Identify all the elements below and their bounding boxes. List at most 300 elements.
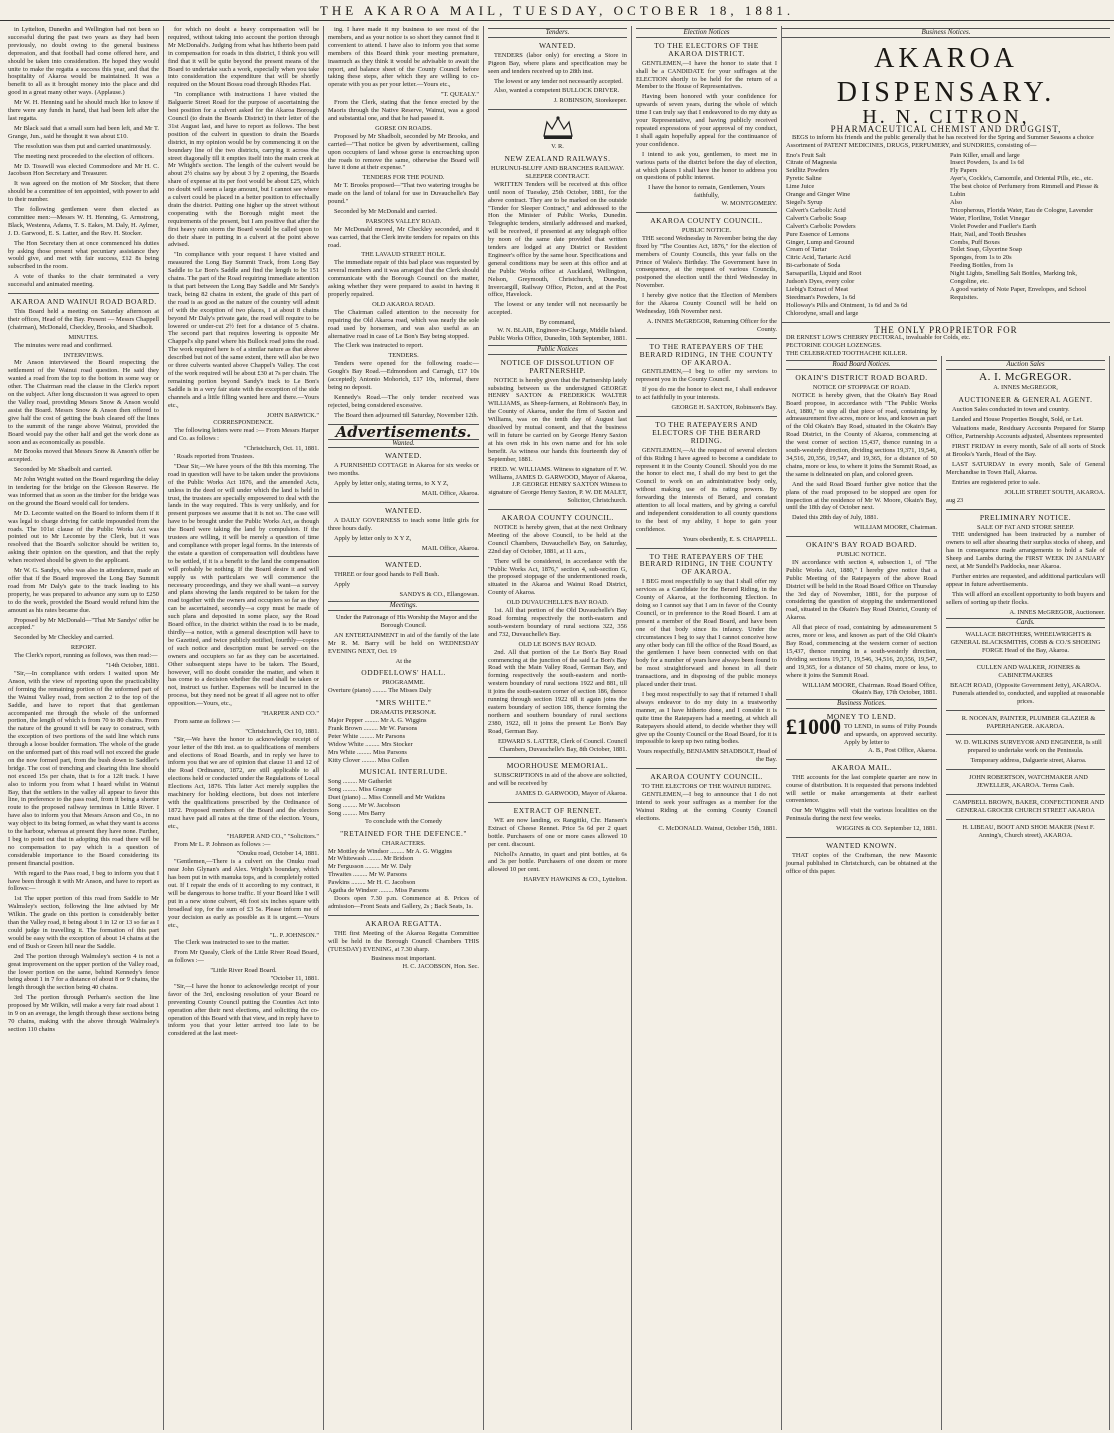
subheading: OLD AKAROA ROAD. xyxy=(372,300,435,308)
subheading: MINUTES. xyxy=(68,333,99,341)
ad-heading: EXTRACT OF RENNET. xyxy=(513,806,602,816)
product: Calvert's Carbolic Soap xyxy=(786,214,847,222)
ad-text: THE accounts for the last complete quarter are now in course of distribution. It is requested that persons indebted will settle or make arrangements at their earliest convenience. xyxy=(786,773,937,805)
divider xyxy=(786,837,937,838)
ad-text: I have the honor to remain, Gentlemen, Yours faithfully, xyxy=(648,184,765,200)
signature: MAIL Office, Akaroa. xyxy=(421,490,479,498)
divider xyxy=(636,338,777,339)
song-line: Song ......... Mrs Barry xyxy=(328,809,386,817)
masthead: THE AKAROA MAIL, TUESDAY, OCTOBER 18, 1881. xyxy=(0,0,1114,21)
article-text: A vote of thanks to the chair terminated a very successful and animated meeting. xyxy=(8,273,159,289)
product: Hair, Nail, and Tooth Brushes xyxy=(950,230,1027,238)
article-text: Kennedy's Road.—The only tender received was rejected, being considered excessive. xyxy=(328,393,479,409)
ad-subheading: HURUNUI-BLUFF AND BRANCHES RAILWAY. xyxy=(490,164,625,172)
product: Citrate of Magnesia xyxy=(786,159,837,167)
ad-text: THE undersigned has been instructed by a number of owners to sell after shearing their surplus stocks of sheep, and has in consequence made arrangements to hold a Sale of Sheep and Lambs during the FIRST WEEK IN JANUARY next, at Mr Sundell's Paddocks, near Akaroa. xyxy=(946,531,1105,571)
subheading: INTERVIEWS. xyxy=(63,351,104,359)
ad-text: Entries are registered prior to sale. xyxy=(952,478,1041,486)
subheading: PARSONS VALLEY ROAD. xyxy=(365,217,442,225)
ad-text: A DAILY GOVERNESS to teach some little girls for three hours daily. xyxy=(328,516,479,532)
subheading: OLD LE BON'S BAY ROAD. xyxy=(518,640,597,648)
article-text: The Board then adjourned till Saturday, November 12th. xyxy=(334,411,479,419)
product: Calvert's Carbolic Acid xyxy=(786,206,846,214)
article-text: Proposed by Mr Shadbolt, seconded by Mr Brooks, and carried—"That notice be given by advertisement, calling upon occupiers of land whose gorse is encroaching upon the roads to remove the same, otherwise the Board will have it done at their expense." xyxy=(328,132,479,172)
ad-heading: PRELIMINARY NOTICE. xyxy=(979,512,1072,522)
dateline: "October 11, 1881. xyxy=(270,975,319,983)
product: Ginger, Lump and Ground xyxy=(786,238,854,246)
cast-line: Agatha de Windsor ......... Miss Parsons xyxy=(328,887,429,895)
product: The best choice of Perfumery from Rimmell and Piesse & Lubin xyxy=(950,183,1099,199)
article-text: "Dear Sir,—We have yours of the 8th this morning. The road in question will have to be taken under the provisions of the Public Works Act 1876, and the amended Acts, unless in the deed or will under which the land is held in trust, the trustees are specially empowered to deal with the lands in the way required. This is very unlikely, and for present purposes we assume that it is not so. The case will have to be brought under the Public Works Act, as though the Board were taking the land by compulsion. If the trustees are willing, it will be merely a question of time and compliance with proper legal forms. In the interests of the estate a question of compensation will doubtless have to be settled, if it is a benefit to the land the compensation will probably be nothing. If the Board desire it and will supply us with particulars we will commence the necessary proceedings, and they we shall want—a survey and plans showing the lands required to be taken for the road together with the owners and occupiers so far as they can be ascertained, secondly—a copy must be made of such plans and deposited in some place, say the Road Board office, in the district within the road is to be made, thirdly—a notice, with a general description will have to be Gazetted, and twice publicly notified, fourthly—copies of such notice and description must be served on the owners and occupiers so far as they can be ascertained. Other subsequent steps have to be taken. The Board, however, will no doubt consider the matter, and when it has come to a decision whether the road shall be taken or not, instruct us further. Expenses will be incurred in the process, but they need not be great if all agree not to offer opposition.—Yours, etc., xyxy=(168,462,319,708)
cast-line: Peter White ......... Mr Parsons xyxy=(328,732,406,740)
cast-line: Pawkins ......... Mr H. C. Jacobson xyxy=(328,879,416,887)
cast-line: Frank Brown ......... Mr W. Parsons xyxy=(328,724,418,732)
article-text: This Board held a meeting on Saturday afternoon at their offices, Head of the Bay. Present — Messrs Chappell (chairman), McDonald, Checkley, Brooks, and Shadbolt. xyxy=(8,308,159,331)
vr-mark: V. R. xyxy=(551,143,564,151)
money-amount: £1000 xyxy=(786,714,841,740)
product: Feeding Bottles, from 1s xyxy=(950,262,1014,270)
ad-heading: AKAROA COUNTY COUNCIL. xyxy=(501,513,614,523)
ad-text: LAST SATURDAY in every month, Sale of General Merchandise in Town Hall, Akaroa. xyxy=(946,461,1105,476)
signature: "T. QUEALY." xyxy=(440,91,479,99)
section-label: Tenders. xyxy=(488,28,627,38)
ad-text: TENDERS (labor only) for erecting a Store in Pigeon Bay, where plans and specification may be seen and tenders received up to 28th inst. xyxy=(488,51,627,75)
ad-text: Our Mr Wiggins will visit the various localities on the Peninsula during the next few weeks. xyxy=(786,807,937,823)
product: Pain Killer, small and large xyxy=(950,151,1020,159)
cast-line: Mr Mottley de Windsor ......... Mr A. G. Wiggins xyxy=(328,847,453,855)
product: Insect Powders, 1s and 1s 6d xyxy=(950,159,1024,167)
ad-text: A. INNES McGREGOR, xyxy=(993,383,1058,391)
ad-text: THE first Meeting of the Akaroa Regatta Committee will be held in the Borough Council Chambers THIS (TUESDAY) EVENING, at 7.30 sharp. xyxy=(328,929,479,953)
divider xyxy=(946,659,1105,660)
subheading: DRAMATIS PERSONÆ. xyxy=(370,709,437,717)
ad-subheading: TO THE ELECTORS OF THE WAINUI RIDING. xyxy=(641,783,772,791)
ad-text: Valuations made, Residuary Accounts Prepared for Stamp Office, Partnership Accounts adjusted, Absentees represented xyxy=(946,425,1105,441)
divider xyxy=(786,536,937,537)
subheading: GORSE ON ROADS. xyxy=(375,124,432,132)
article-text: Mr W. G. Sandys, who was also in attendance, made an offer that if the Board improved the Long Bay Summit road from Mr Daly's gate to the track leading to his property, he was prepared to advance any sum up to £250 to do the work, provided the Board would refund him the amount as his rates became due. xyxy=(8,567,159,614)
dateline: "Onuku road, October 14, 1881. xyxy=(236,850,319,858)
divider xyxy=(782,322,1110,323)
divider xyxy=(946,734,1105,735)
divider xyxy=(946,710,1105,711)
product: THE CELEBRATED TOOTHACHE KILLER. xyxy=(786,350,908,356)
section-label: Business Notices. xyxy=(786,699,937,709)
article-text: Mr McDonald moved, Mr Checkley seconded, and it was carried, that the Clerk invite tenders for repairs on this road. xyxy=(328,225,479,249)
ad-text: Further entries are requested, and additional particulars will appear in future advertisements. xyxy=(946,572,1105,588)
article-text: Mr W. H. Henning said he should much like to know if there were any funds in hand, that had been left after the last regatta. xyxy=(8,99,159,122)
article-text: From same as follows :— xyxy=(174,717,241,725)
ad-subheading: SALE OF FAT AND STORE SHEEP. xyxy=(977,523,1074,531)
article-text: Mr Anson interviewed the Board respecting the settlement of the Wainui road question. He said they wanted a road from the top to the bottom in some way or other. The Chairman read the clause in the Clerk's report on the subject. After long discussion it was agreed to open the Valley road, providing Messrs Snow & Anson would assist the Board. Messrs Snow & Anson then offered to give half the cost of getting the bush cleared off the lines to the summit of the range above Wainui, provided the Board would pay the other half and get the work done as soon and as economically as possible. xyxy=(8,359,159,446)
signature: EDWARD S. LATTER, Clerk of Council. Council Chambers, Duvauchelle's Bay, 8th October, 1881. xyxy=(497,737,627,753)
section-label: Road Board Notices. xyxy=(786,360,937,370)
play-title: "MRS WHITE." xyxy=(375,698,432,708)
article-text: The minutes were read and confirmed. xyxy=(14,341,113,349)
subheading: TENDERS FOR THE POUND. xyxy=(362,174,445,182)
ad-text: I beg most respectfully to say that if returned I shall always endeavor to do my duty in a trustworthy manner, as I have hitherto done, and I consider it is quite time the Ratepayers had a meeting, at which all Ratepayers should attend, to decide whether they will give up the County Council or the Road Board, for it is impossible to keep up two rating bodies. xyxy=(636,690,777,746)
divider xyxy=(946,794,1105,795)
dateline: "Christchurch, Oct 10, 1881. xyxy=(245,727,319,735)
product: Combs, Puff Boxes xyxy=(950,238,1000,246)
ad-heading: MONEY TO LEND. xyxy=(826,712,897,722)
article-text: "Sir,—We have the honor to acknowledge receipt of your letter of the 8th inst. as to qualifications of members and elections of Road Boards, and in reply we have to inform you that we are of opinion that clause 11 and 12 of the Road Ordinance, 1872, are still applicable to all elections held or conducted under the Regulations of Local Elections Act, 1876. This latter Act merely supplies the machinery for holding elections, but does not interfere with the qualifications prescribed by the Ordinance of 1872. Proposed members of the Board and the electors must have paid all rates at the time of the election. Yours, etc., xyxy=(168,735,319,830)
ad-subheading: PUBLIC NOTICE. xyxy=(836,551,887,559)
ad-heading: TO THE RATEPAYERS OF THE BERARD RIDING, IN THE COUNTY OF AKAROA. xyxy=(639,551,774,577)
signature: A. INNES McGREGOR, Auctioneer. xyxy=(1009,608,1105,616)
ad-text: NOTICE is hereby given that the Partnership lately subsisting between us the undersigned GEORGE HENRY SAXTON & FREDERICK WALTER WILLIAMS, as Sheep-farmers, at Robinson's Bay, in the County of Akaroa, under the firm of Saxton and Williams, was on the tenth day of August last dissolved by mutual consent, and that the business will in future be carried on by George Henry Saxton at his own risk in his own name and for his sole benefit. As witness our hands this fourteenth day of September, 1881. xyxy=(488,376,627,463)
ad-text: NOTICE is hereby given, that the Okain's Bay Road Board propose, in accordance with "The Public Works Act, 1880," to stop all that piece of road, containing by admeasurement five acres, more or less, and known as part of the Old Okain's Bay Road, situated in the Okain's Bay Road District, in the County of Akaroa, commencing at the west corner of section 15,437, thence running in a south-westerly direction, dividing sections 19,371, 19,546, 34,516, 20,356, 19,547, and 19,365, for a distance of 50 chains, more or less, to where it joins the Summit Road, as the same is delineated on plan, and colored green. xyxy=(786,391,937,478)
column-3 xyxy=(324,26,484,1430)
ad-subheading: PUBLIC NOTICE. xyxy=(681,226,732,234)
product: Calvert's Carbolic Powders xyxy=(786,222,856,230)
card: W. D. WILKINS SURVEYOR AND ENGINEER, Is still prepared to undertake work on the Peninsula. xyxy=(955,739,1102,755)
ad-text: At the xyxy=(395,657,412,665)
article-text: ' Roads reported from Trustees. xyxy=(174,453,255,461)
column-2 xyxy=(164,26,324,1430)
signature: A. INNES McGREGOR, Returning Officer for the County. xyxy=(646,317,777,333)
subheading: REPORT. xyxy=(70,644,97,652)
ad-text: IN accordance with section 4, subsection 1, of "The Public Works Act, 1880," I hereby give notice that a Public Meeting of the Ratepayers of the above Road District will be held in the Road Board Office on Thursday the 3rd day of November, 1881, for the purpose of considering the question of stopping the undermentioned road, situated in the Okain's Bay Road District, County of Akaroa. xyxy=(786,558,937,622)
product-list-right xyxy=(950,152,1106,318)
ad-text: 2nd. All that portion of the Le Bon's Bay Road commencing at the junction of the said Le Bon's Bay Road with the Main Valley Road, German Bay, and forming respectively the south-eastern and north-western boundary of rural sections 1922 and 881, till it joins the south-eastern corner of section 186, thence running through section 1922 till it again joins the eastern boundary of section 186, thence forming the northern and southern boundary of rural sections 2380, 1922, till it joins the present Le Bon's Bay Road, German Bay. xyxy=(488,648,627,735)
article-text: Mr T. Brooks proposed—"That two watering troughs be made on the land of tolaral for use in Duvauchelle's Bay pound." xyxy=(328,182,479,206)
ad-text: BEGS to inform his friends and the public generally that he has received for the Spring and Summer Seasons a choice Assortment of PATENT MEDICINES, DRUGS, PERFUMERY, and SUNDRIES, consisting of— xyxy=(786,133,1094,149)
ad-heading: WANTED. xyxy=(538,40,577,50)
product: Pure Essence of Lemons xyxy=(786,230,850,238)
article-text: Mr John Wright waited on the Board regarding the delay in tendering for the bridge on the Gleeson Reserve. He was informed that as soon as the timber for the bridge was on the ground the Board would call for tenders. xyxy=(8,476,159,507)
article-text: Tenders were opened for the following roads:— Gough's Bay Road.—Edmondson and Carragh, £17 10s (accepted); Antonio Mohorich, £17 10s, informal, there being no deposit. xyxy=(328,360,479,391)
ad-text: To conclude with the Comedy xyxy=(365,817,442,825)
ad-heading: TO THE RATEPAYERS AND ELECTORS OF THE BERARD RIDING. xyxy=(652,419,761,445)
product: Also xyxy=(950,198,963,206)
card: WALLACE BROTHERS, WHEELWRIGHTS & GENERAL BLACKSMITHS, COBB & CO.'S SHOEING FORGE Head of the Bay, Akaroa. xyxy=(950,631,1101,655)
ad-text: A FURNISHED COTTAGE in Akaroa for six weeks or two months. xyxy=(328,462,479,478)
product: Lime Juice xyxy=(786,183,815,191)
article-text: Mr D. Lecomte waited on the Board to inform them if it was legal to charge driving for cattle impounded from the roads. The 101st clause of the Public Works Act was pointed out to Mr Lecomte by the Clerk, but it was resolved that the Board's solicitor should be written to, asking their opinion on the question, and that the reply when received should be given to the applicant. xyxy=(8,509,159,565)
cast-line: Major Pepper ......... Mr A. G. Wiggins xyxy=(328,716,427,724)
ad-heading: MOORHOUSE MEMORIAL. xyxy=(506,761,609,771)
subheading: TENDERS. xyxy=(388,352,419,360)
ad-text: AN ENTERTAINMENT in aid of the family of the late Mr R. M. Barry will be held on WEDNESDAY EVENING NEXT, Oct. 19 xyxy=(328,631,479,655)
signature: "L. P. JOHNSON." xyxy=(269,931,319,939)
advertisements-heading: Advertisements. xyxy=(335,422,472,441)
signature: Yours respectfully, BENJAMIN SHADBOLT, Head of the Bay. xyxy=(636,748,777,764)
product: Chlorodyne, small and large xyxy=(786,309,859,317)
divider xyxy=(488,802,627,803)
product: Holloway's Pills and Ointment, 1s 6d and 3s 6d xyxy=(786,301,908,309)
product-list-left xyxy=(786,152,942,318)
ad-text: If you do me the honor to elect me, I shall endeavor to act faithfully in your interests. xyxy=(636,386,777,402)
article-text: "In compliance with instructions I have visited the Balguerie Street Road for the purpose of ascertaining the best position for a culvert asked for the Akaroa Borough Council (to drain the Boards District) in their letter of the 31st August last, and have to report as follows. The best position of the culvert in question to drain the Boards district, in my opinion would be by commencing it on the boundary line of the two districts, carrying it across the street diagonally till it empties itself into the main creek at Mr Whight's section. The length of the culvert would be about 2½ chains say by about 3 by 2 opening, the Boards share of expense at its per foot would be about £25, which no doubt will seem a large amount, but I cannot see where a culvert could be placed in a better position to effectually drain the district. Putting one higher up the street without cooperating with the Borough might meet the requirements of the present, but I am positive that after the first heavy rain storm the Board would be called upon to do their share in putting in a culvert at the point above advised. xyxy=(168,91,319,249)
divider xyxy=(946,769,1105,770)
article-text: Proposed by Mr McDonald—"That Mr Sandys' offer be accepted." xyxy=(8,616,159,632)
article-text: From Mr Quealy, Clerk of the Little River Road Board, as follows :— xyxy=(168,949,319,965)
signature: WILLIAM MOORE, Chairman. xyxy=(853,524,937,532)
article-text: ing. I have made it my business to see most of the members, and as your notice is so short they cannot find it convenient to attend. I have also to inform you that some members of this Board think your meeting premature, inasmuch as they think it would be advisable to await the report, and balance sheet of the County Council before taking these steps, after which they are willing to co-operate with you as per your letter.—Yours etc., xyxy=(328,26,479,89)
ad-text: Auction Sales conducted in town and country. xyxy=(952,405,1070,413)
card: R. NOONAN, PAINTER, PLUMBER GLAZIER & PAPERHANGER. AKAROA. xyxy=(961,714,1096,730)
signature: GEORGE H. SAXTON, Robinson's Bay. xyxy=(671,404,777,412)
card: H. LIBEAU, BOOT AND SHOE MAKER (Next F. Anning's, Church street), AKAROA. xyxy=(962,823,1095,839)
ad-subheading: NOTICE OF STOPPAGE OF ROAD. xyxy=(812,383,911,391)
ad-text: Apply by letter only to X Y Z, xyxy=(334,534,412,542)
product: Judson's Dyes, every color xyxy=(786,278,855,286)
divider xyxy=(488,109,627,110)
ad-text: I hereby give notice that the Election of Members for the Akaroa County Council will be held on Wednesday, 16th November next. xyxy=(636,292,777,315)
ad-text: GENTLEMEN,—I beg to announce that I do not intend to seek your suffrages as a member for the Wainui Riding at the coming County Council elections. xyxy=(636,790,777,822)
song-line: Song ......... Mr W. Jacobson xyxy=(328,802,401,810)
crown-icon xyxy=(541,114,575,143)
ad-text: SUBSCRIPTIONS in aid of the above are solicited, and will be received by xyxy=(488,772,627,788)
subheading: CHARACTERS. xyxy=(381,839,426,847)
ad-text: GENTLEMEN,—I have the honor to state that I shall be a CANDIDATE for your suffrages at the ELECTION shortly to be held for the return of a Member to the House of Representatives. xyxy=(636,59,777,91)
article-text: The following letters were read :— From Messrs Harper and Co. as follows : xyxy=(168,427,319,443)
ad-text: FIRST FRIDAY in every month, Sale of all sorts of Stock at Brooks's Yards, Head of the Bay. xyxy=(946,443,1105,459)
article-text: 1st The upper portion of this road from Saddle to Mr Walmsley's section, following the line advised by Mr Wilkin. The grade on this portion is considerably better than the Valley road, it being about 1 in 12 or 13 so far as I could judge in travelling it. The formation of this part would be easy with the exception of about 14 chains at the end of Bush or Green hill near the Saddle. xyxy=(8,895,159,950)
programme-line: Overture (piano) ......... The Misses Daly xyxy=(328,687,432,695)
cast-line: Mr Fergusson ......... Mr W. Daly xyxy=(328,863,412,871)
ad-text: Business most important. xyxy=(371,955,436,963)
ad-text: NOTICE is hereby given, that at the next Ordinary Meeting of the above Council, to be held at the Council Chambers, Duvauchelle's Bay, on Saturday, 22nd day of October, 1881, at 11 a.m., xyxy=(488,524,627,555)
ad-heading: WANTED. xyxy=(384,505,423,515)
proprietor-heading: THE ONLY PROPRIETOR FOR xyxy=(874,324,1018,335)
signature: SANDYS & CO., Ellangowan. xyxy=(399,591,479,599)
article-text: The immediate repair of this bad place was requested by several members and it was arranged that the Clerk should communicate with the Borough Council on the matter, asking whether they were prepared to assist in having it properly repaired. xyxy=(328,259,479,298)
cast-line: Thwaites ......... Mr W. Parsons xyxy=(328,871,407,879)
cast-line: Mrs White ......... Miss Parsons xyxy=(328,748,407,756)
product: Night Lights, Smelling Salt Bottles, Marking Ink, Congoline, etc. xyxy=(950,270,1077,286)
article-text: The resolution was then put and carried unanimously. xyxy=(14,142,151,150)
signature: HARVEY HAWKINS & CO., Lyttelton. xyxy=(523,876,627,884)
ad-heading: TO THE RATEPAYERS OF THE BERARD RIDING, IN THE COUNTY OF AKAROA. xyxy=(639,341,774,367)
royal-arms xyxy=(488,114,627,143)
ad-text: WE are now landing, ex Rangitiki, Chr. Hansen's Extract of Cheese Rennet. Price 5s 6d per 2 quart bottle. Purchasers of one or more cases allowed 10 per cent. discount. xyxy=(488,816,627,848)
article-text: The Hon Secretary then at once commenced his duties by asking those present what pecuniary assistance they would give, and met with fair success, £12 8s being subscribed in the room. xyxy=(8,239,159,271)
product: Seidlitz Powders xyxy=(786,167,830,175)
ad-heading: OKAIN'S BAY ROAD BOARD. xyxy=(805,540,918,550)
product: Violet Powder and Fueller's Earth xyxy=(950,222,1037,230)
ad-text: THAT copies of the Craftsman, the new Masonic journal published in Christchurch, can be obtained at the office of this paper. xyxy=(786,851,937,875)
ad-text: And the said Road Board further give notice that the plans of the road proposed to be stopped are open for inspection at the residence of Mr W. Moore, Okain's Bay, until the 18th day of October next. xyxy=(786,480,937,512)
divider xyxy=(488,509,627,510)
subheading: THE LAVAUD STREET HOLE. xyxy=(361,251,446,259)
column-5 xyxy=(632,26,782,1430)
signature: JAMES D. GARWOOD, Mayor of Akaroa. xyxy=(515,790,627,798)
ad-text: There will be considered, in accordance with the "Public Works Act, 1876," section 4, sub-section G, the proposed stoppage of the undermentioned roads, situated in the Akaroa and Wainui Road District, County of Akaroa. xyxy=(488,557,627,597)
ad-text: Doors open 7.30 p.m. Commence at 8. Prices of admission—Front Seats and Gallery, 2s ; Back Seats, 1s. xyxy=(328,895,479,910)
product: Cream of Tartar xyxy=(786,246,827,254)
product: Ayer's, Cockle's, Camomile, and Oriental Pills, etc., etc. xyxy=(950,175,1093,183)
ad-text: The lowest or any tender not necessarily accepted. xyxy=(494,77,623,85)
card: Temporary address, Dalguerie street, Akaroa. xyxy=(970,757,1087,765)
ad-text: 1st. All that portion of the Old Duvauchelle's Bay Road forming respectively the north-eastern and south-western boundary of rural sections 322, 356 and 732, Duvauchelle's Bay. xyxy=(488,607,627,638)
ad-heading: OKAIN'S DISTRICT ROAD BOARD. xyxy=(795,372,928,382)
article-heading: AKAROA AND WAINUI ROAD BOARD. xyxy=(10,297,157,307)
section-label: Business Notices. xyxy=(782,28,1110,38)
cast-line: Mr Whitewash ......... Mr Bridson xyxy=(328,855,414,863)
article-text: The Clerk's report, running as follows, was then read:— xyxy=(14,652,158,660)
ad-text: I BEG most respectfully to say that I shall offer my services as a Candidate for the Berard Riding, in the County of Akaroa, at the forthcoming Election. In doing so I cannot say that I am in favor of the County Council, or in preference to the Road Board. I am at present a member of the Road Board, and have been one of that body since its infancy. Under the circumstances I beg to say that I cannot conceive how any other body can fill the office of the Road Board, as the gentlemen I have been connected with on that body for a number of years have always been found to be most straightforward and honest in all their transactions, and in disposing of the public moneys placed under their trust. xyxy=(636,578,777,689)
dispensary-trade: PHARMACEUTICAL CHEMIST AND DRUGGIST, xyxy=(830,123,1062,134)
ad-text: TO LEND, in sums of Fifty Pounds and upwards, on approved security. Apply by letter to xyxy=(844,723,937,746)
song-line: Song ......... Mr Gatherlet xyxy=(328,778,392,786)
signature: W. MONTGOMERY. xyxy=(721,200,777,208)
subheading: PROGRAMME. xyxy=(382,679,425,687)
card: BEACH ROAD, (Opposite Government Jetty), AKAROA. xyxy=(950,681,1101,689)
signature: JOHN BARWICK." xyxy=(267,411,319,419)
signature: MAIL Office, Akaroa. xyxy=(421,544,479,552)
divider xyxy=(636,768,777,769)
section-label: Election Notices xyxy=(636,28,777,38)
ad-subheading: AUCTIONEER & GENERAL AGENT. xyxy=(958,394,1093,404)
article-text: The Clerk was instructed to report. xyxy=(334,342,424,350)
ad-heading: AKAROA REGATTA. xyxy=(365,918,442,928)
product: A good variety of Note Paper, Envelopes, and School Requisites. xyxy=(950,285,1087,301)
cast-line: Kitty Clover ......... Miss Collen xyxy=(328,756,409,764)
ad-text: Also, wanted a competent BULLOCK DRIVER. xyxy=(494,87,620,95)
ad-text: I intend to ask you, gentlemen, to meet me in various parts of the district before the day of election, at which places I shall have the honor to address you on questions of public interest. xyxy=(636,150,777,182)
dateline: "Christchurch, Oct. 11, 1881. xyxy=(244,445,319,453)
ad-text: THE second Wednesday in November being the day fixed by "The Counties Act, 1876," for the election of members of County Councils, this year falls on the Prince of Wales's Birthday. The Government have in consequence, at the request of various Councils, postponed the election until the third Wednesday in November. xyxy=(636,234,777,290)
article-text: Mr Brooks moved that Messrs Snow & Anson's offer be accepted. xyxy=(8,448,159,464)
ad-text: GENTLEMEN,—I beg to offer my services to represent you in the County Council. xyxy=(636,368,777,384)
proprietary-products xyxy=(782,334,1110,356)
dateline: "14th October, 1881. xyxy=(105,662,159,670)
play-title: "RETAINED FOR THE DEFENCE." xyxy=(340,828,467,838)
section-label: Wanted. xyxy=(328,439,479,449)
ad-code: aug 23 xyxy=(946,496,964,504)
product: Steedman's Powders, 1s 6d xyxy=(786,293,856,301)
ad-text: Nicholl's Annatto, in quart and pint bottles, at 6s and 3s per bottle. Purchasers of one dozen or more allowed 10 per cent. xyxy=(488,850,627,874)
divider xyxy=(946,819,1105,820)
ad-heading: TO THE ELECTORS OF THE AKAROA DISTRICT. xyxy=(654,40,759,58)
article-text: With regard to the Pass road, I beg to inform you that I have been through it with Mr Anson, and have to report as follows:— xyxy=(8,869,159,893)
ad-text: Under the Patronage of His Worship the Mayor and the Borough Council. xyxy=(335,614,478,629)
ad-heading: AKAROA MAIL. xyxy=(831,762,892,772)
dispensary-ad xyxy=(782,26,1110,356)
divider xyxy=(328,915,479,916)
ad-text: This will afford an excellent opportunity to both buyers and sellers of sorting up their flocks. xyxy=(946,590,1105,606)
article-text: "In compliance with your request I have visited and measured the Long Bay Summit Track, from Long Bay Saddle to Le Bon's Saddle and find the length to be 151 chains. The part of the Road requiring immediate attention is that part between the Long Bay Saddle and Mr Sandy's track, being 82 chains in extent, the grade of this part of the road is as good as the nature of the country will admit of with the exception of two places, I at about 8 chains beyond Mr Daly's private gate, the road will require to be lowered or under-cut 2½ feet for a distance of 5 chains. The second part that requires lowering is opposite Mr Chappel's slip panel where his Bullock road joins the road. The work required here is of a similar nature as that above described but not of the same extent, there will also be two or three culverts wanted above Chappel's Valley. The cost of the work required will be about £30 at 7s per chain. The remaining portion beyond Sandy's track to Le Bon's Saddle is in a very fair state with the exception of the side channels and a little filling wanted here and there.—Yours etc., xyxy=(168,251,319,409)
product: Orange and Ginger Wine xyxy=(786,191,851,199)
signature: "HARPER AND CO.," "Solicitors." xyxy=(226,832,319,840)
ad-text: Having been honored with your confidence for upwards of seven years, during the whole of which time I can truly say that I endeavored to do my duty as your Representative, and having publicly received repeated expressions of your approval of my conduct, I shall again hopefully appeal for the continuance of your confidence. xyxy=(636,93,777,148)
article-text: "Sir,—I have the honor to acknowledge receipt of your favor of the 3rd, enclosing resolution of your Board re preventing County Council putting the Counties Act into operation after their next elections, and soliciting the co-operation of this Board with that view, and in reply have to inform you that your letter arrived too late to be considered at the last meet- xyxy=(168,982,319,1038)
signature: J. ROBINSON, Storekeeper. xyxy=(553,97,627,105)
divider xyxy=(786,759,937,760)
ad-text: The lowest or any tender will not necessarily be accepted. xyxy=(488,301,627,317)
product: Bi-carbonate of Soda xyxy=(786,262,841,270)
divider xyxy=(946,509,1105,510)
product: Siegel's Syrup xyxy=(786,198,823,206)
product: Pyretic Saline xyxy=(786,175,822,183)
column-1 xyxy=(4,26,164,1430)
article-text: From the Clerk, stating that the fence erected by the Maoris through the Native Reserve, Wainui, was a good and substantial one, and that he had passed it. xyxy=(328,99,479,122)
article-text: for which no doubt a heavy compensation will be required, without taking into account the portion through Mr McDonald's. Judging from what has hitherto been paid in compensation for roads in this district, I think you will find that it will be quite beyond the present means of the Board to undertake such a work, especially when you take into consideration the expenditure that will be shortly required on the Mount Bossu road through Rhodes Flat. xyxy=(168,26,319,89)
article-text: The Clerk was instructed to see to the matter. xyxy=(174,939,290,947)
ad-text: All that piece of road, containing by admeasurement 5 acres, more or less, and known as part of the Old Okain's Bay Road, commencing at the western corner of section 15,437, thence running in a south-westerly direction, dividing sections 19,371, 19,546, 34,516, 20,356, 19,547, and 19,365, for a distance of 50 chains, more or less, to where it joins the Summit Road. xyxy=(786,624,937,679)
subheading: MUSICAL INTERLUDE. xyxy=(359,767,448,777)
cast-line: Widow White ......... Mrs Stocker xyxy=(328,740,413,748)
divider xyxy=(636,416,777,417)
divider xyxy=(636,548,777,549)
product: Sponges, from 1s to 20s xyxy=(950,254,1012,262)
card: Funerals attended to, conducted, and supplied at reasonable prices. xyxy=(952,689,1105,705)
divider xyxy=(328,556,479,557)
ad-heading: AKAROA COUNTY COUNCIL. xyxy=(650,216,763,226)
signature: WILLIAM MOORE, Chairman. Road Board Office, Okain's Bay, 17th October, 1881. xyxy=(802,681,937,697)
section-label: Auction Sales xyxy=(946,360,1105,370)
product: Toilet Soap, Glycerine Soap xyxy=(950,246,1022,254)
signature: "HARPER AND CO." xyxy=(261,710,319,718)
ad-text: THREE or four good hands to Fell Bush. xyxy=(334,571,440,579)
ad-text: By command, xyxy=(539,319,576,327)
ad-heading: AKAROA COUNTY COUNCIL. xyxy=(650,772,763,782)
product: Liebig's Extract of Meat xyxy=(786,285,849,293)
article-text: The meeting next proceeded to the election of officers. xyxy=(14,152,154,160)
dispensary-owner: H. N. CITRON, xyxy=(862,105,1030,128)
signature: WIGGINS & CO. September 12, 1881. xyxy=(836,825,937,833)
article-text: It was agreed on the motion of Mr Stocker, that there should be a committee of ten appointed, with power to add to their number. xyxy=(8,180,159,204)
signature: W. N. BLAIR, Engineer-in-Charge, Middle Island. Public Works Office, Dunedin, 10th September, 1881. xyxy=(488,327,627,342)
divider xyxy=(488,757,627,758)
article-text: in Lyttelton, Dunedin and Wellington had not been so successful during the past two years as they had been previously, no doubt owing to the general business depression, and that football had come offered here, and should be taken into consideration. He hoped they would unite to make the regatta a success this year, and that the hospitality of Akaroa would be maintained. It was a benefit to all as it brought money into the place and did good in a great many other ways. (Applause.) xyxy=(8,26,159,97)
card: CULLEN AND WALKER, JOINERS & CABINETMAKERS xyxy=(976,664,1081,679)
product: DR ERNEST LOW'S CHERRY PECTORAL, invaluable for Colds, etc. xyxy=(786,334,971,342)
divider xyxy=(328,502,479,503)
product: PECTORINE COUGH LOZENGES. xyxy=(786,342,882,350)
article-text: From Mr L. P. Johnson as follows :— xyxy=(174,840,271,848)
section-label: Cards. xyxy=(946,618,1105,628)
ad-heading: WANTED KNOWN. xyxy=(826,841,897,851)
ad-text: GENTLEMEN,—At the request of several electors of this Riding I have agreed to become a candidate to represent it in the County Council. Should you do me the honor to elect me, I shall do my best to get the Council to work on an administrative body only, without making use of its rating powers. By forwarding the interests of Berard, and constant attention to all local matters, and by giving a careful and independent consideration to all county questions to the best of my ability, I hope to gain your confidence. xyxy=(636,446,777,533)
song-line: Duet (piano) ... Miss Connell and Mr Watkins xyxy=(328,794,446,802)
subheading: OLD DUVAUCHELLE'S BAY ROAD. xyxy=(506,599,609,607)
divider xyxy=(8,293,159,294)
article-text: The Chairman called attention to the necessity for repairing the Old Akaroa road, which was nearly the sole road used by horsemen, and was also useful as an alternative road in case of Le Bon's Bay being stopped. xyxy=(328,308,479,340)
product: Citric Acid, Tartaric Acid xyxy=(786,254,851,262)
ad-text: Apply xyxy=(334,581,350,589)
article-text: Seconded by Mr McDonald and carried. xyxy=(334,207,437,215)
divider xyxy=(636,212,777,213)
ad-text: Landed and House Properties Bought, Sold, or Let. xyxy=(952,415,1083,423)
ad-heading: A. I. McGREGOR. xyxy=(979,370,1072,383)
dispensary-title: AKAROA DISPENSARY. xyxy=(836,42,1056,108)
signature: Yours obediently, E. S. CHAPPELL. xyxy=(682,535,777,543)
section-label: Meetings. xyxy=(328,601,479,611)
product: Sarsaparilla, Liquid and Root xyxy=(786,270,862,278)
address: JOLLIE STREET SOUTH, AKAROA. xyxy=(1004,488,1105,496)
article-text: Seconded by Mr Checkley and carried. xyxy=(14,634,114,642)
article-text: "Sir,—In compliance with orders I waited upon Mr Anson, with the view of reporting upon the practicability of forming the remaining portion of the unformed part of the Wainui Valley road, from section 2 to the top of the Saddle, and have to report that that gentleman accompanied me through the whole of the unformed portion, the length of which is from 70 to 80 chains. From the nature of the ground it will be easy to construct, with the exception of two portions of the said line which runs through a loose boulder formation. The whole of the grade on the unformed part of this road will not exceed the grade on the now formed part, from the bush down to Saddler's bridge. The cost of trenching and clearing this line should not exceed 15s per chain, that is for a 12ft track. I have also to inform you from what I heard whilst in Wainui Bay, that the settlers in the valley all appear to favor this line, in preference to the pass road, from it being a shorter route to the proposed railway terminus in Little River. I have also to inform you that Messrs Anson and Co., in no way object to its being formed, as what they want is access to the harbour, whereas at present they have none. Further, I beg to point out that in adopting this road there will be no compensation to pay which is a question of considerable importance to the Board considering its present financial position. xyxy=(8,669,159,867)
article-text: The following gentlemen were then elected as committee men:—Messrs W. H. Henning, G. Armstrong, Black, Westenra, Adams, T. S. Eakes, M. Daly, H. Aylmer, J. D. Garwood, E. S. Latter, and the Rev. H. Stocker. xyxy=(8,206,159,237)
ad-text: Dated this 28th day of July, 1881. xyxy=(792,514,879,522)
signature: A. B., Post Office, Akaroa. xyxy=(868,746,937,754)
ad-text: WRITTEN Tenders will be received at this office until noon of Tuesday, 25th October, 1881, for the above contract. They are to be marked on the outside "Tender for Sleeper Contract," and addressed to the Hon the Minister of Public Works, Dunedin. Telegraphic tenders, similarly addressed and marked, will be received, if presented at any telegraph office by noon of the same date provided that written tenders are lodged at any District or Resident Engineer's office by the same hour. Specifications and general conditions may be seen at this office and at the Public Works office at Auckland, Wellington, Nelson, Greymouth, Christchurch, Dunedin, Invercargill, Railway Office, Picton, and at the Post office, Havelock. xyxy=(488,180,627,299)
card: JOHN ROBERTSON, WATCHMAKER AND JEWELLER, AKAROA. Terms Cash. xyxy=(969,774,1088,790)
ad-heading: WANTED. xyxy=(384,560,423,570)
signature: FRED. W. WILLIAMS. Witness to signature of F. W. Williams, JAMES D. GARWOOD, Mayor of Akaroa, J.P. GEORGE HENRY SAXTON Witness to signature of George Henry Saxton, P. W. DE MALET, Solicitor, Christchurch. xyxy=(488,465,627,505)
signature: H. C. JACOBSON, Hon. Sec. xyxy=(402,963,479,971)
subheading: "Little River Road Board. xyxy=(210,967,277,975)
product-lists xyxy=(782,152,1110,318)
ad-text: Apply by letter only, stating terms, to X Y Z, xyxy=(334,480,449,488)
article-text: 2nd The portion through Walmsley's section 4 is not a great improvement on the upper portion of the Valley road, the lower portion on the same, behind Kennedy's fence being about 1 in 7 for a distance of about 8 or 9 chains, the length through the section being 40 chains. xyxy=(8,952,159,992)
product: Eno's Fruit Salt xyxy=(786,151,826,159)
columns xyxy=(4,26,1110,1430)
product: Fly Papers xyxy=(950,167,978,175)
